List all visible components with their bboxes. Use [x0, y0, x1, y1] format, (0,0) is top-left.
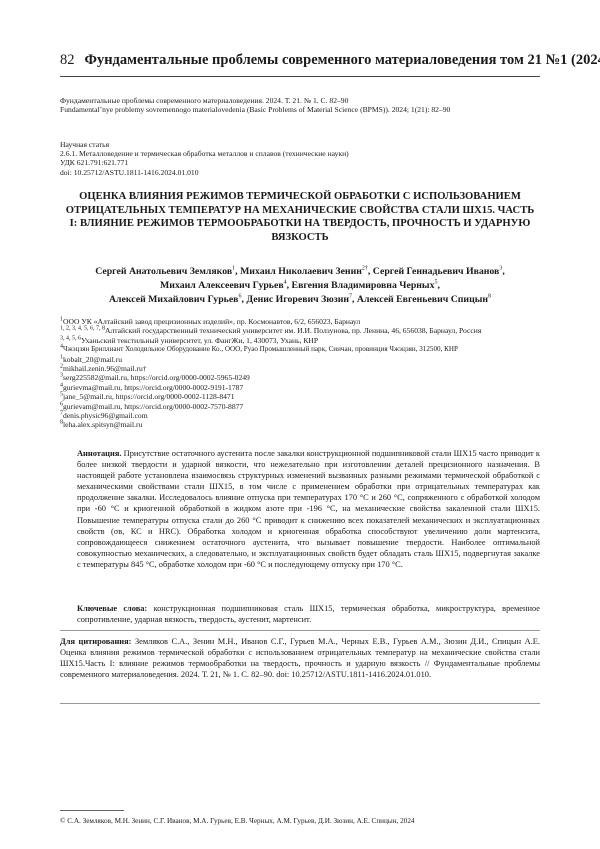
- author-list: [64, 265, 536, 307]
- affiliations: [60, 317, 540, 430]
- email-line[interactable]: 5jane_5@mail.ru, https://orcid.org/0000-0002-1128-8471: [60, 392, 540, 401]
- citation-block: [60, 96, 540, 114]
- article-type: Научная статья: [60, 140, 540, 149]
- author: Михаил Николаевич Зенин2†,: [240, 266, 373, 277]
- footnote-divider: [60, 810, 124, 811]
- citation-en: Fundamental’nye problemy sovremennogo materialovedenia (Basic Problems of Material Science (BPMS)). 2024; 1(21): 82–90: [60, 105, 540, 114]
- author: Денис Игоревич Зюзин7,: [246, 294, 357, 305]
- email-line[interactable]: 2mikhail.zenin.96@mail.ru†: [60, 364, 540, 373]
- email-line[interactable]: 1kobalt_20@mail.ru: [60, 355, 540, 364]
- keywords-text: конструкционная подшипниковая сталь ШХ15, термическая обработка, микроструктура, временное сопротивление, ударная вязкость, твердость, аустенит, мартенсит.: [77, 604, 540, 624]
- email-line[interactable]: 7denis.physic96@gmail.com: [60, 411, 540, 420]
- affiliation: 1, 2, 3, 4, 5, 6, 7, 8Алтайский государственный технический университет им. И.И. Ползунова, пр. Ленина, 46, 656038, Барнаул, Россия: [60, 326, 540, 335]
- email-line[interactable]: 3serg225582@mail.ru, https://orcid.org/0000-0002-5965-0249: [60, 373, 540, 382]
- article-meta: [60, 140, 540, 177]
- cite-text: Земляков С.А., Зенин М.Н., Иванов С.Г., Гурьев М.А., Черных Е.В., Гурьев А.М., Зюзин Д.И., Спицын А.Е. Оценка влияния режимов термической обработки с использованием отрицательных температур на механические свойства стали ШХ15.Часть I: влияние режимов термообработки на твердость, прочность и ударную вязкость // Фундаментальные проблемы современного материаловедения. 2024. Т. 21, № 1. С. 82–90. doi: 10.25712/ASTU.1811-1416.2024.01.010.: [60, 637, 540, 679]
- copyright-footnote: © С.А. Земляков, М.Н. Зенин, С.Г. Иванов, М.А. Гурьев, Е.В. Черных, А.М. Гурьев, Д.И. Зюзин, А.Е. Спицын, 2024: [60, 817, 540, 826]
- journal-title: Фундаментальные проблемы современного материаловедения том 21 №1 (2024): [85, 52, 600, 68]
- cite-divider-top: [60, 630, 540, 631]
- running-header: [60, 52, 540, 72]
- author: Алексей Михайлович Гурьев6,: [109, 294, 246, 305]
- abstract: [77, 448, 540, 570]
- cite-label: Для цитирования:: [60, 637, 131, 646]
- email-line[interactable]: 4gurievma@mail.ru, https://orcid.org/0000-0002-9191-1787: [60, 383, 540, 392]
- keywords-label: Ключевые слова:: [77, 604, 147, 613]
- header-divider: [60, 76, 540, 77]
- abstract-text: Присутствие остаточного аустенита после закалки конструкционной подшипниковой стали ШХ15 часто приводит к более низкой твердости и ударной вязкости, что нежелательно при изготовлении деталей прецизионного назначения. В настоящей работе установлена взаимосвязь структурных изменений вызванных разными режимами термической обработкой с механическими свойствами стали ШХ15, в том числе с применением обработки при отрицательных температурах как продолжение закалки. Исследовалось влияние отпуска при температурах 170 °С и 260 °С, сопряженного с обработкой холодом при -60 °С и криогенной обработкой в жидком азоте при -196 °С, на механические свойства закаленной стали ШХ15. Повышение температуры отпуска стали до 260 °С приводит к снижению всех показателей механических и эксплуатационных свойств (σв, КС и HRC). Обработка холодом и криогенная обработка способствуют увеличению доли мартенсита, сопровождающееся снижением остаточного аустенита, что вызывает повышение твердости. Наиболее оптимальной совокупностью механических, а следовательно, и эксплуатационных свойств будет обладать сталь ШХ15, подвергнутая закалке с температуры 845 °С, обработке холодом при -60 °С и последующему отпуску при 170 °С.: [77, 449, 540, 569]
- email-line[interactable]: 6gurievam@mail.ru, https://orcid.org/0000-0002-7570-8877: [60, 402, 540, 411]
- article-title: ОЦЕНКА ВЛИЯНИЯ РЕЖИМОВ ТЕРМИЧЕСКОЙ ОБРАБОТКИ С ИСПОЛЬЗОВАНИЕМ ОТРИЦАТЕЛЬНЫХ ТЕМПЕРАТУР НА МЕХАНИЧЕСКИЕ СВОЙСТВА СТАЛИ ШХ15. ЧАСТЬ I: ВЛИЯНИЕ РЕЖИМОВ ТЕРМООБРАБОТКИ НА ТВЕРДОСТЬ, ПРОЧНОСТЬ И УДАРНУЮ ВЯЗКОСТЬ: [64, 190, 536, 244]
- doi: doi: 10.25712/ASTU.1811-1416.2024.01.010: [60, 168, 540, 177]
- affiliation: 1ООО УК «Алтайский завод прецизионных изделий», пр. Космонавтов, 6/2, 656023, Барнаул: [60, 317, 540, 326]
- specialty: 2.6.1. Металловедение и термическая обработка металлов и сплавов (технические науки): [60, 149, 540, 158]
- keywords: [77, 603, 540, 625]
- author: Михаил Алексеевич Гурьев4,: [160, 280, 291, 291]
- page-number: 82: [60, 52, 75, 68]
- author: Сергей Анатольевич Земляков1,: [95, 266, 240, 277]
- author: Алексей Евгеньевич Спицын8: [357, 294, 491, 305]
- citation-ru: Фундаментальные проблемы современного материаловедения. 2024. Т. 21. № 1. С. 82–90: [60, 96, 540, 105]
- email-line[interactable]: 8leha.alex.spitsyn@mail.ru: [60, 420, 540, 429]
- abstract-label: Аннотация.: [77, 449, 121, 458]
- affiliation: 3, 4, 5, 6Уханьский текстильный университет, ул. ФангЖи, 1, 430073, Ухань, КНР: [60, 336, 540, 345]
- author: Евгения Владимировна Черных5,: [292, 280, 440, 291]
- affiliation: 4Чжэцзян Бриллиант Холодильное Оборудование Ко., ООО, Руао Промышленный парк, Синчан, провинция Чжэцзян, 312500, КНР: [60, 345, 540, 354]
- udk: УДК 621.791:621.771: [60, 158, 540, 167]
- how-to-cite: [60, 636, 540, 680]
- cite-divider-bottom: [60, 703, 540, 704]
- author: Сергей Геннадьевич Иванов3,: [373, 266, 505, 277]
